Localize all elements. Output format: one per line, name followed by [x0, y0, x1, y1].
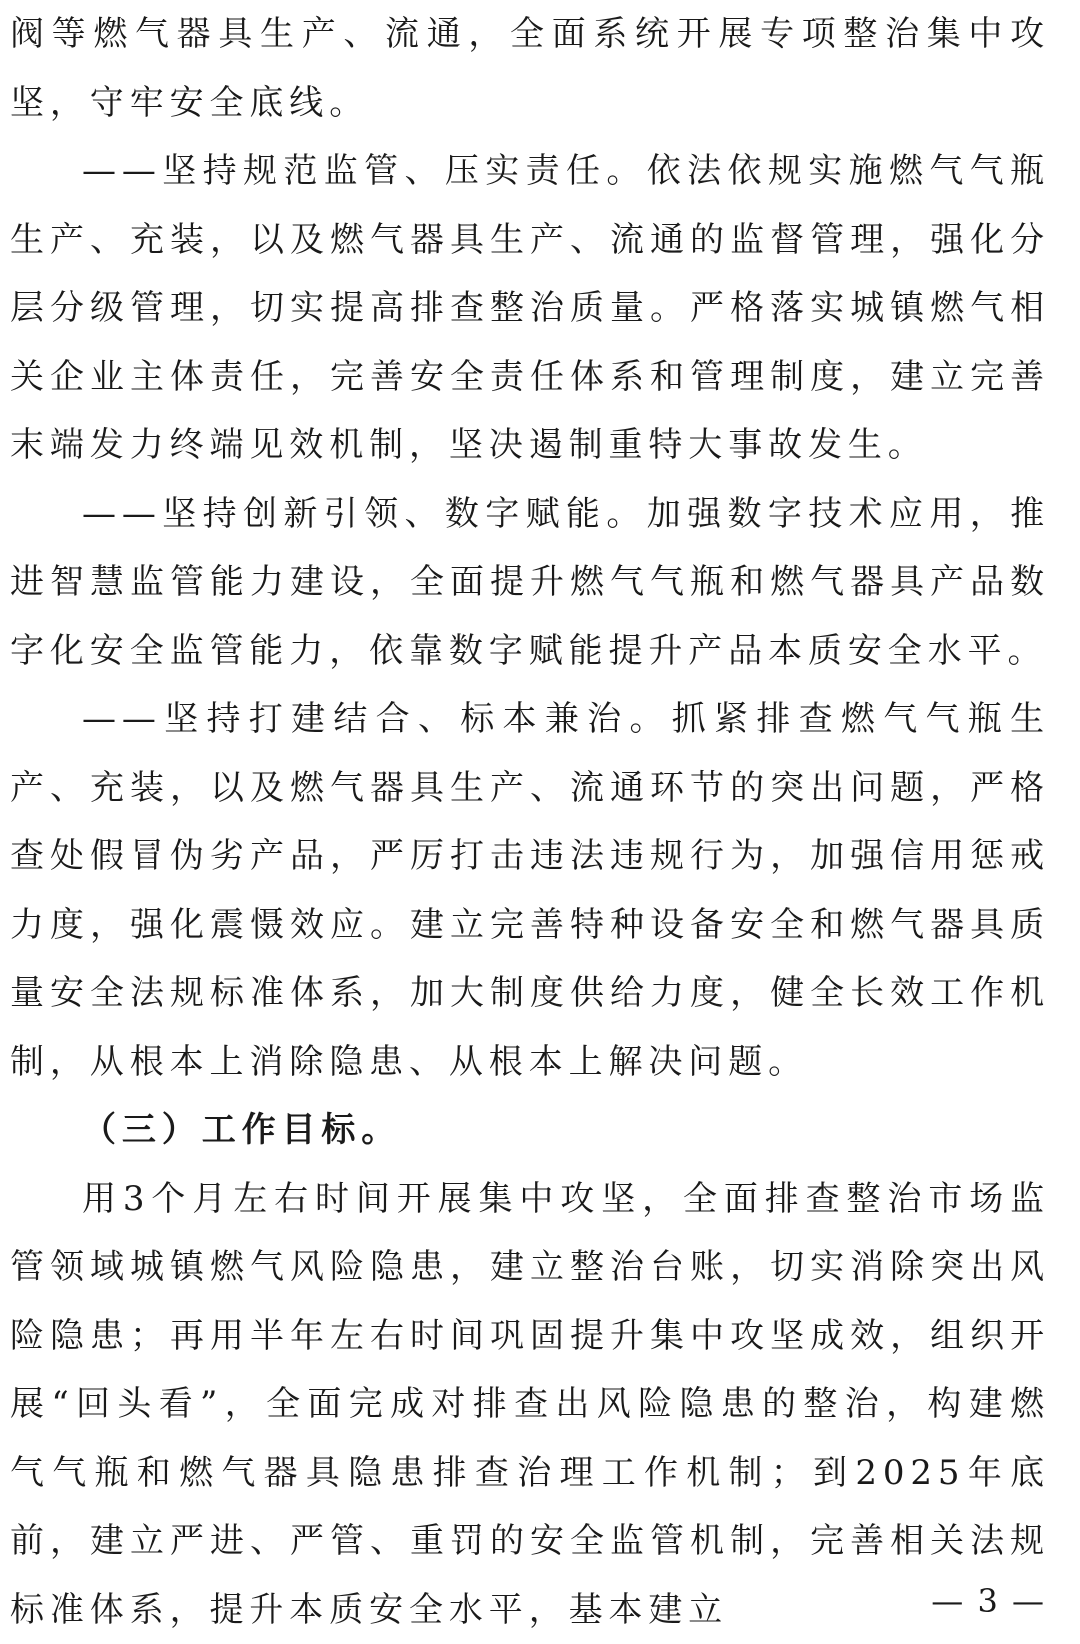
paragraph-innovation: ——坚持创新引领、数字赋能。加强数字技术应用，推进智慧监管能力建设，全面提升燃气气瓶和燃气器具产品数字化安全监管能力，依靠数字赋能提升产品本质安全水平。: [10, 480, 1050, 686]
paragraph-continuation: 阀等燃气器具生产、流通，全面系统开展专项整治集中攻坚，守牢安全底线。: [10, 0, 1050, 137]
section-heading-work-goals: （三）工作目标。: [10, 1096, 1050, 1165]
page-number: — 3 —: [931, 1582, 1046, 1620]
paragraph-goals: 用3个月左右时间开展集中攻坚，全面排查整治市场监管领域城镇燃气风险隐患，建立整治台账，切实消除突出风险隐患；再用半年左右时间巩固提升集中攻坚成效，组织开展“回头看”，全面完成对排查出风险隐患的整治，构建燃气气瓶和燃气器具隐患排查治理工作机制；到2025年底前，建立严进、严管、重罚的安全监管机制，完善相关法规标准体系，提升本质安全水平，基本建立: [10, 1165, 1050, 1644]
document-page: [10, 0, 1050, 1644]
paragraph-combination: ——坚持打建结合、标本兼治。抓紧排查燃气气瓶生产、充装，以及燃气器具生产、流通环节的突出问题，严格查处假冒伪劣产品，严厉打击违法违规行为，加强信用惩戒力度，强化震慑效应。建立完善特种设备安全和燃气器具质量安全法规标准体系，加大制度供给力度，健全长效工作机制，从根本上消除隐患、从根本上解决问题。: [10, 685, 1050, 1096]
paragraph-regulation: ——坚持规范监管、压实责任。依法依规实施燃气气瓶生产、充装，以及燃气器具生产、流通的监督管理，强化分层分级管理，切实提高排查整治质量。严格落实城镇燃气相关企业主体责任，完善安全责任体系和管理制度，建立完善末端发力终端见效机制，坚决遏制重特大事故发生。: [10, 137, 1050, 480]
